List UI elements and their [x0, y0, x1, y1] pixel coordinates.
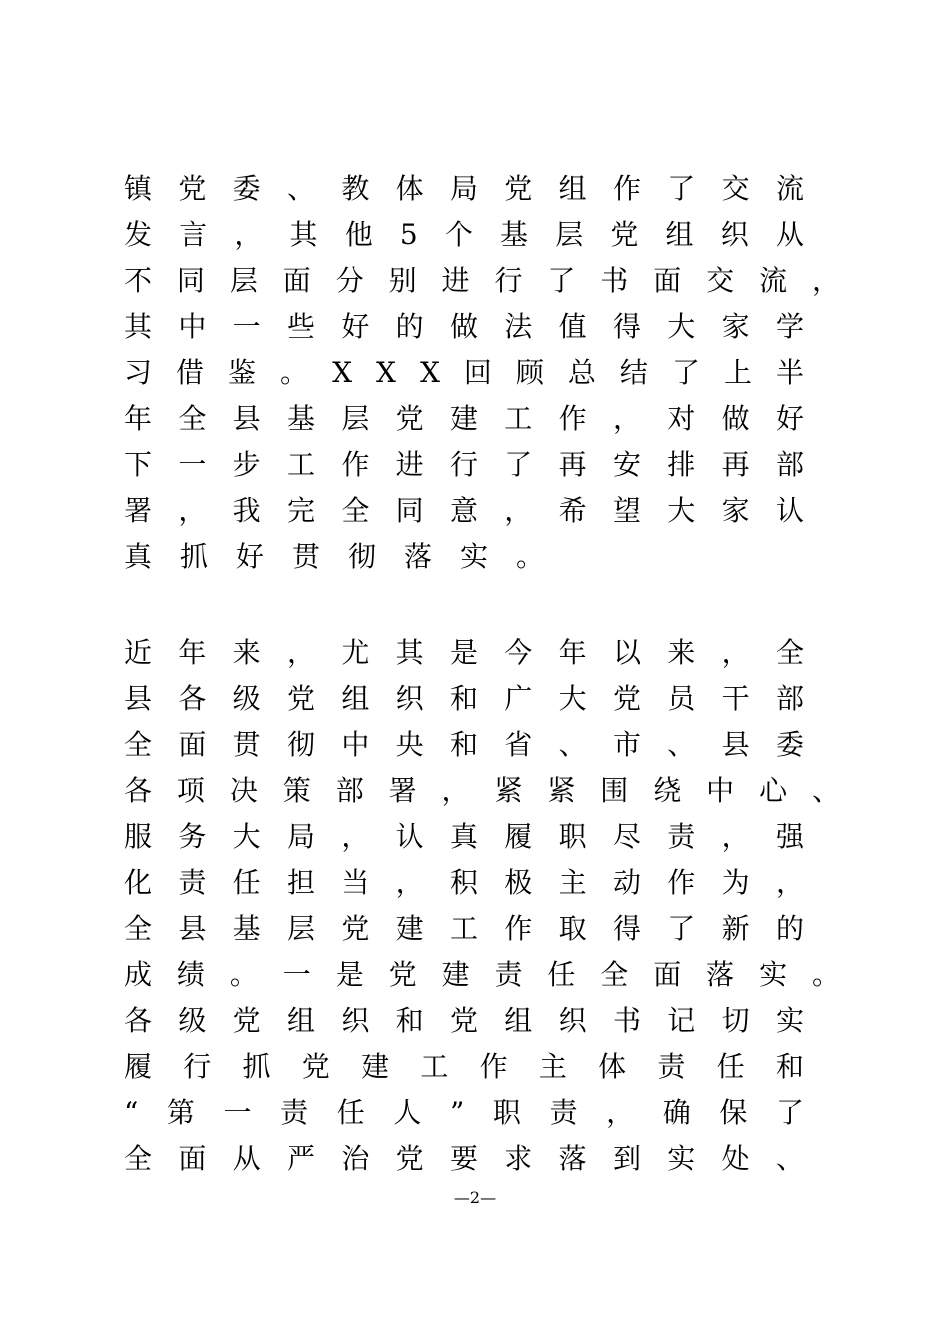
text-line: 服 务 大 局 ， 认 真 履 职 尽 责 ， 强	[124, 820, 804, 853]
text-line: 全 县 基 层 党 建 工 作 取 得 了 新 的	[124, 912, 804, 945]
text-line: 各 项 决 策 部 署 ， 紧 紧 围 绕 中 心 、	[124, 774, 840, 807]
text-line: 不 同 层 面 分 别 进 行 了 书 面 交 流 ，	[124, 264, 840, 297]
page-number: —2—	[453, 1188, 497, 1207]
text-line: 近 年 来 ， 尤 其 是 今 年 以 来 ， 全	[124, 636, 804, 669]
text-line: “ 第 一 责 任 人 ” 职 责 ， 确 保 了	[124, 1096, 804, 1129]
text-line: 年 全 县 基 层 党 建 工 作 ， 对 做 好	[124, 402, 804, 435]
text-line: 真抓好贯彻落实。	[124, 540, 573, 573]
text-line: 其 中 一 些 好 的 做 法 值 得 大 家 学	[124, 310, 804, 343]
text-line: 各 级 党 组 织 和 党 组 织 书 记 切 实	[124, 1004, 804, 1037]
text-line: 发 言 ， 其 他 5 个 基 层 党 组 织 从	[124, 218, 804, 251]
text-line: 全 面 贯 彻 中 央 和 省 、 市 、 县 委	[124, 728, 804, 761]
text-line: 镇 党 委 、 教 体 局 党 组 作 了 交 流	[124, 172, 804, 205]
text-line: 成 绩 。 一 是 党 建 责 任 全 面 落 实 。	[124, 958, 840, 991]
text-line: 县 各 级 党 组 织 和 广 大 党 员 干 部	[124, 682, 804, 715]
text-line: 习 借 鉴 。 X X X 回 顾 总 结 了 上 半	[124, 356, 804, 389]
text-line: 履 行 抓 党 建 工 作 主 体 责 任 和	[124, 1050, 804, 1083]
text-line: 下 一 步 工 作 进 行 了 再 安 排 再 部	[124, 448, 804, 481]
text-line: 署 ， 我 完 全 同 意 ， 希 望 大 家 认	[124, 494, 804, 527]
text-line: 化 责 任 担 当 ， 积 极 主 动 作 为 ，	[124, 866, 804, 899]
text-line: 全 面 从 严 治 党 要 求 落 到 实 处 、	[124, 1142, 804, 1175]
